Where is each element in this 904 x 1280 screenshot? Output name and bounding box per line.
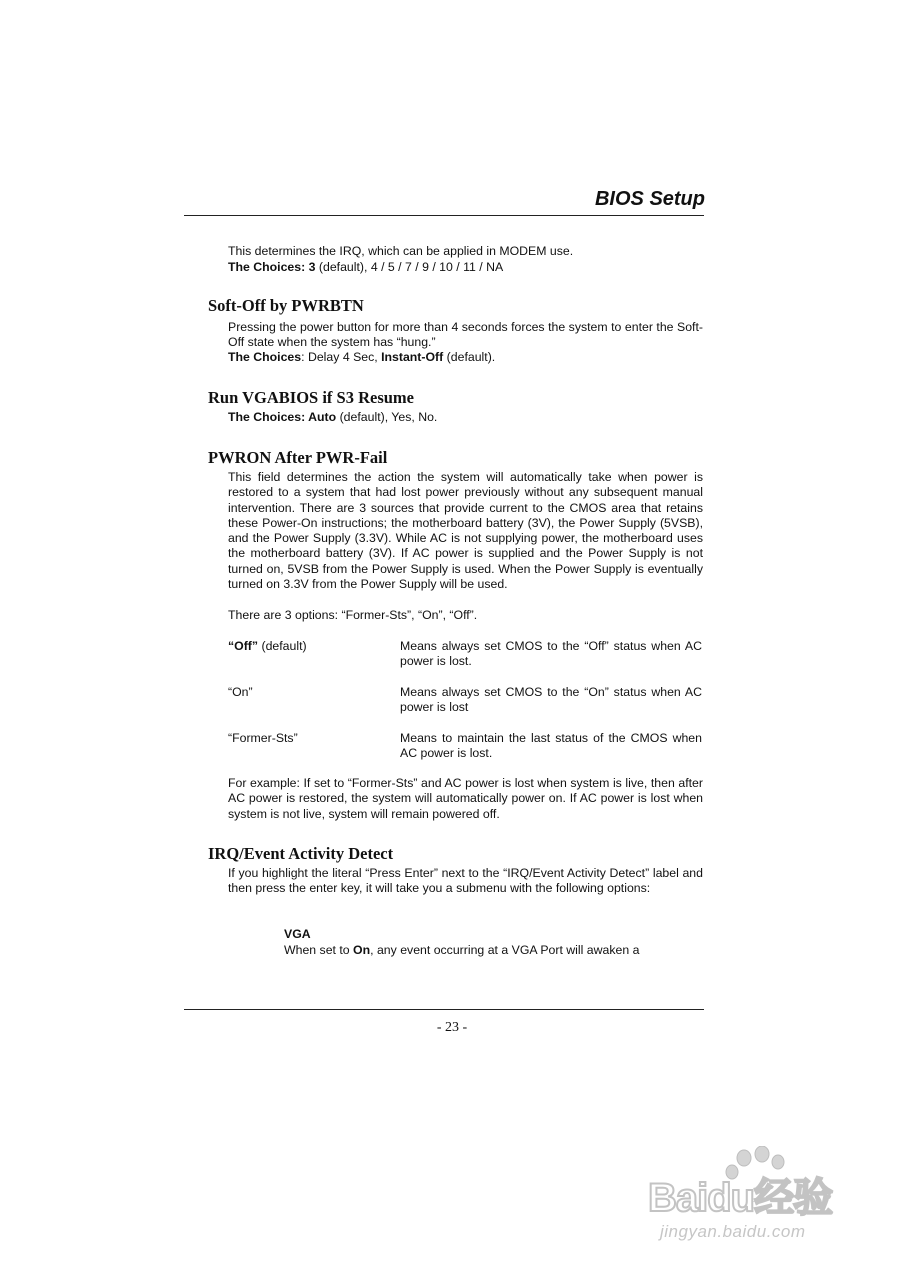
choices-values: (default), Yes, No. bbox=[336, 410, 438, 424]
option-name-on: “On” bbox=[228, 685, 253, 699]
footer-rule bbox=[184, 1009, 704, 1010]
vga-text-bold: On bbox=[353, 943, 371, 957]
soft-off-description: Pressing the power button for more than 4 seconds forces the system to enter the Soft-Off state when the system has “hung.” bbox=[228, 320, 703, 350]
section-heading-soft-off: Soft-Off by PWRBTN bbox=[208, 296, 364, 315]
choices-default: Instant-Off bbox=[381, 350, 444, 364]
vga-text-post: , any event occurring at a VGA Port will awaken a bbox=[370, 943, 640, 957]
choices-label: The Choices: Auto bbox=[228, 410, 337, 424]
intro-text: This determines the IRQ, which can be applied in MODEM use. bbox=[228, 244, 574, 258]
header-rule bbox=[184, 215, 704, 216]
section-heading-irq-event: IRQ/Event Activity Detect bbox=[208, 844, 394, 863]
vgabios-choices bbox=[228, 410, 703, 425]
section-heading-vgabios: Run VGABIOS if S3 Resume bbox=[208, 388, 414, 407]
choices-values: (default), 4 / 5 / 7 / 9 / 10 / 11 / NA bbox=[315, 260, 504, 274]
vga-text-pre: When set to bbox=[284, 943, 354, 957]
vga-description bbox=[284, 943, 702, 958]
option-name-former-sts: “Former-Sts” bbox=[228, 731, 298, 745]
vga-label: VGA bbox=[284, 927, 311, 941]
irq-event-description: If you highlight the literal “Press Enter” next to the “IRQ/Event Activity Detect” label and then press the enter key, it will take you a submenu with the following options: bbox=[228, 866, 703, 896]
option-name-bold: “Off” bbox=[228, 639, 259, 653]
pwron-description: This field determines the action the system will automatically take when power is restored to a system that had lost power previously without any subsequent manual intervention. There are 3 sources that provide current to the CMOS area that retains these Power-On instructions; the motherboard battery (3V), the Power Supply (5VSB), and the Power Supply (3.3V). While AC is not supplying power, the motherboard uses the motherboard battery (3V). If AC power is supplied and the Power Supply is not turned on, 5VSB from the Power Supply is used. When the Power Supply is eventually turned on 3.3V from the Power Supply will be used. bbox=[228, 470, 703, 592]
option-desc-former-sts: Means to maintain the last status of the CMOS when AC power is lost. bbox=[400, 731, 702, 761]
choices-label: The Choices bbox=[228, 350, 302, 364]
pwron-options-intro: There are 3 options: “Former-Sts”, “On”, “Off”. bbox=[228, 608, 478, 622]
pwron-example: For example: If set to “Former-Sts” and AC power is lost when system is live, then after AC power is restored, the system will automatically power on. If AC power is lost when system is not live, system will remain powered off. bbox=[228, 776, 703, 821]
option-name-note: (default) bbox=[258, 639, 307, 653]
page-number: - 23 - bbox=[436, 1020, 468, 1035]
watermark-logo-text: Baidu经验 bbox=[648, 1176, 833, 1220]
choices-label: The Choices: 3 bbox=[228, 260, 316, 274]
section-heading-pwron: PWRON After PWR-Fail bbox=[208, 448, 388, 467]
option-desc-off: Means always set CMOS to the “Off” status when AC power is lost. bbox=[400, 639, 702, 669]
soft-off-choices bbox=[228, 350, 703, 365]
page-header-title: BIOS Setup bbox=[594, 188, 705, 210]
choices-values: : Delay 4 Sec, bbox=[301, 350, 382, 364]
intro-choices bbox=[228, 260, 703, 275]
watermark-logo bbox=[648, 1146, 858, 1220]
option-name-off bbox=[228, 639, 307, 654]
option-desc-on: Means always set CMOS to the “On” status when AC power is lost bbox=[400, 685, 702, 715]
choices-default-note: (default). bbox=[443, 350, 496, 364]
watermark-url: jingyan.baidu.com bbox=[660, 1222, 806, 1241]
